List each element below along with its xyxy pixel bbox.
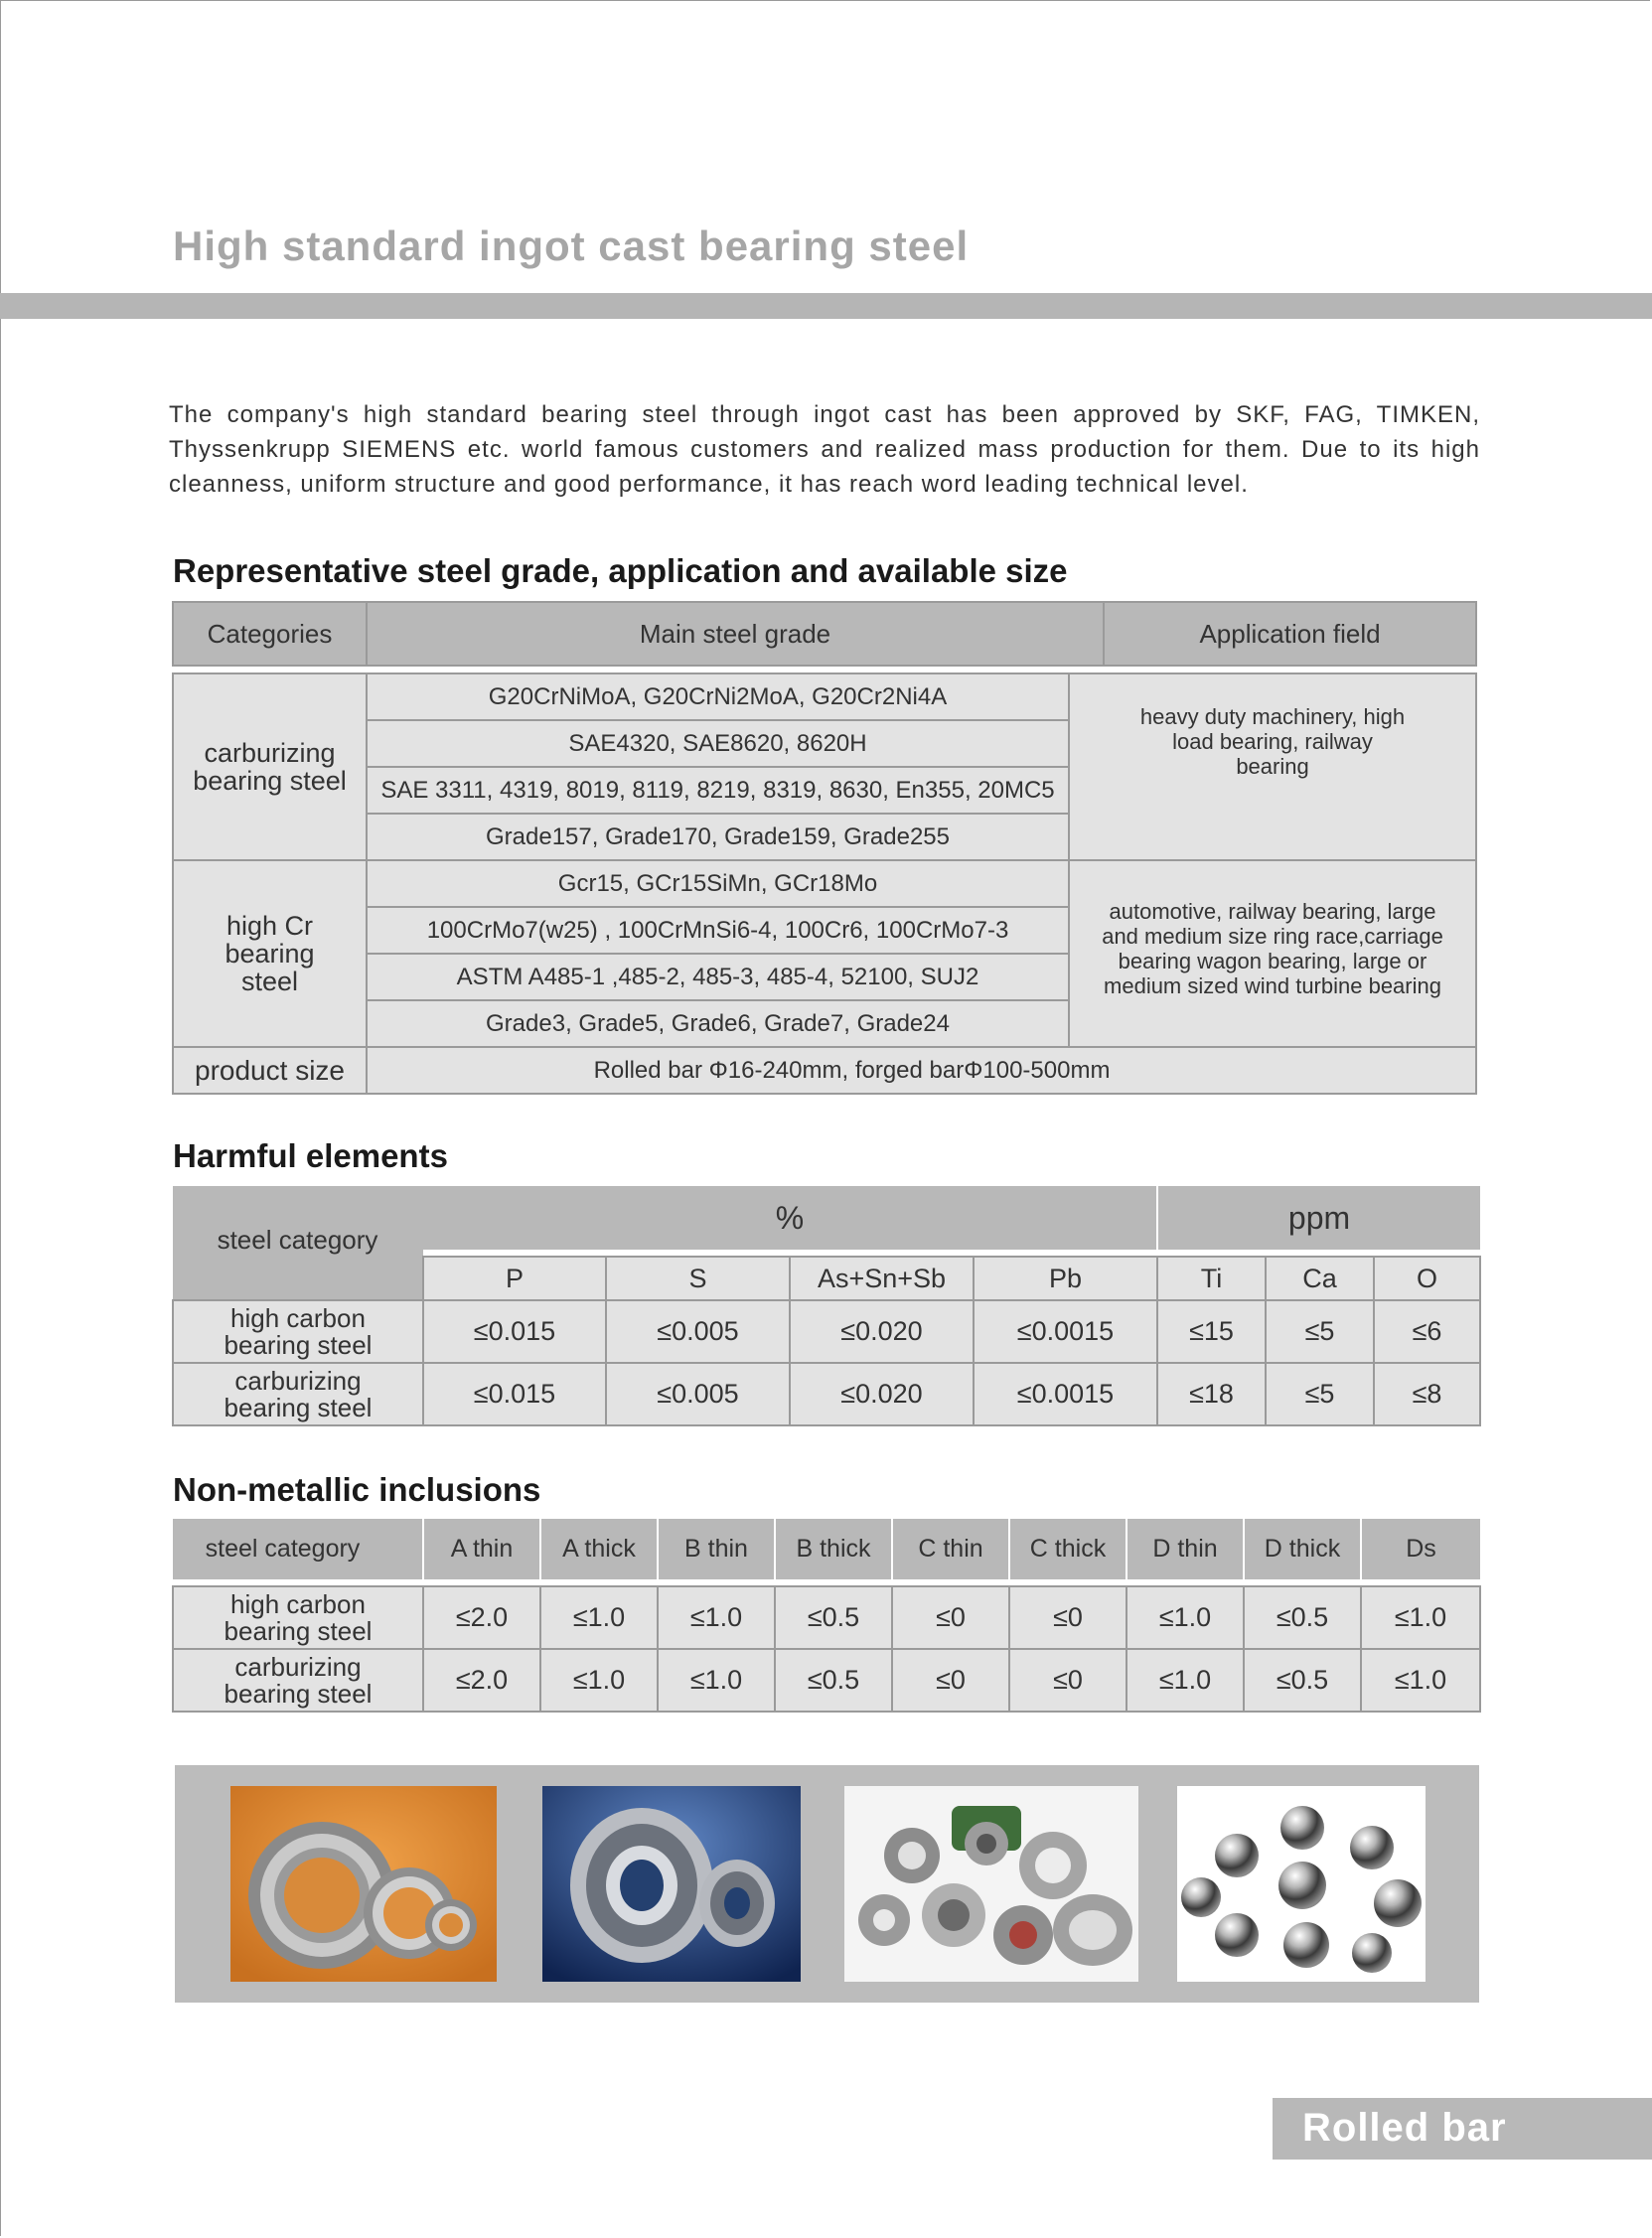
grades-heading: Representative steel grade, application and available size xyxy=(173,552,1068,589)
col-b-thick: B thick xyxy=(775,1519,892,1579)
header-percent: % xyxy=(423,1186,1157,1250)
col-s: S xyxy=(606,1257,790,1300)
table-cell: ≤0.015 xyxy=(423,1300,606,1363)
grade-row: 100CrMo7(w25) , 100CrMnSi6-4, 100Cr6, 100CrMo7-3 xyxy=(367,907,1069,954)
steel-balls-photo xyxy=(1177,1786,1426,1982)
inclusions-table xyxy=(172,1519,1481,1713)
application-high-cr: automotive, railway bearing, large and medium size ring race,carriage bearing wagon bearing, large or medium sized wind turbine bearing xyxy=(1069,860,1476,1047)
grade-row: Grade3, Grade5, Grade6, Grade7, Grade24 xyxy=(367,1000,1069,1047)
header-steel-category: steel category xyxy=(173,1519,423,1579)
table-cell: ≤1.0 xyxy=(658,1649,775,1712)
table-cell: ≤0.5 xyxy=(1244,1649,1361,1712)
ball-bearings-photo xyxy=(230,1786,497,1982)
col-o: O xyxy=(1374,1257,1480,1300)
grade-row: SAE 3311, 4319, 8019, 8119, 8219, 8319, 8630, En355, 20MC5 xyxy=(367,767,1069,814)
table-cell: ≤1.0 xyxy=(1361,1649,1480,1712)
category-high-cr: high Cr bearing steel xyxy=(173,860,367,1047)
category-carburizing: carburizing bearing steel xyxy=(173,673,367,860)
table-cell: ≤1.0 xyxy=(1361,1586,1480,1649)
header-categories: Categories xyxy=(173,602,367,666)
col-a-thick: A thick xyxy=(540,1519,658,1579)
table-cell: ≤0.015 xyxy=(423,1363,606,1425)
header-main-grade: Main steel grade xyxy=(367,602,1104,666)
steel-grade-table xyxy=(172,601,1477,1095)
header-ppm: ppm xyxy=(1157,1186,1480,1250)
grade-row: ASTM A485-1 ,485-2, 485-3, 485-4, 52100, SUJ2 xyxy=(367,954,1069,1000)
col-c-thick: C thick xyxy=(1009,1519,1126,1579)
table-cell: ≤0.0015 xyxy=(974,1363,1157,1425)
table-cell: ≤0 xyxy=(892,1649,1009,1712)
assorted-bearings-photo xyxy=(844,1786,1138,1982)
grade-row: G20CrNiMoA, G20CrNi2MoA, G20Cr2Ni4A xyxy=(367,673,1069,720)
table-cell: ≤15 xyxy=(1157,1300,1266,1363)
table-cell: ≤0.020 xyxy=(790,1300,974,1363)
harmful-elements-table xyxy=(172,1186,1481,1426)
header-application: Application field xyxy=(1104,602,1476,666)
product-size-label: product size xyxy=(173,1047,367,1094)
col-c-thin: C thin xyxy=(892,1519,1009,1579)
grade-row: SAE4320, SAE8620, 8620H xyxy=(367,720,1069,767)
intro-paragraph: The company's high standard bearing steel through ingot cast has been approved by SKF, FAG, TIMKEN, Thyssenkrupp SIEMENS etc. world famous customers and realized mass production for them. Due to its high cleanness, uniform structure and good performance, it has reach word leading technical level. xyxy=(169,401,1480,498)
table-cell: ≤2.0 xyxy=(423,1586,540,1649)
application-carburizing: heavy duty machinery, high load bearing, railway bearing xyxy=(1069,673,1476,860)
inclusions-heading: Non-metallic inclusions xyxy=(173,1471,541,1508)
table-cell: ≤5 xyxy=(1266,1363,1374,1425)
table-cell: ≤1.0 xyxy=(1126,1586,1244,1649)
table-cell: ≤0.005 xyxy=(606,1363,790,1425)
grade-row: Gcr15, GCr15SiMn, GCr18Mo xyxy=(367,860,1069,907)
table-cell: ≤1.0 xyxy=(1126,1649,1244,1712)
table-cell: ≤0 xyxy=(892,1586,1009,1649)
col-pb: Pb xyxy=(974,1257,1157,1300)
table-cell: ≤0 xyxy=(1009,1586,1126,1649)
header-steel-category: steel category xyxy=(173,1186,423,1300)
col-p: P xyxy=(423,1257,606,1300)
table-cell: ≤0 xyxy=(1009,1649,1126,1712)
col-d-thick: D thick xyxy=(1244,1519,1361,1579)
row-category: high carbon bearing steel xyxy=(173,1300,423,1363)
table-cell: ≤5 xyxy=(1266,1300,1374,1363)
row-category: carburizing bearing steel xyxy=(173,1363,423,1425)
table-cell: ≤1.0 xyxy=(540,1586,658,1649)
title-rule xyxy=(0,293,1652,319)
row-category: high carbon bearing steel xyxy=(173,1586,423,1649)
table-cell: ≤18 xyxy=(1157,1363,1266,1425)
grade-row: Grade157, Grade170, Grade159, Grade255 xyxy=(367,814,1069,860)
page-title: High standard ingot cast bearing steel xyxy=(173,223,970,269)
table-cell: ≤0.005 xyxy=(606,1300,790,1363)
product-size-value: Rolled bar Φ16-240mm, forged barΦ100-500mm xyxy=(367,1047,1476,1094)
section-tab xyxy=(1273,2098,1652,2160)
table-cell: ≤6 xyxy=(1374,1300,1480,1363)
spherical-roller-bearing-photo xyxy=(542,1786,801,1982)
col-as-sn-sb: As+Sn+Sb xyxy=(790,1257,974,1300)
col-ds: Ds xyxy=(1361,1519,1480,1579)
harmful-heading: Harmful elements xyxy=(173,1137,448,1174)
section-tab-label: Rolled bar xyxy=(1302,2106,1507,2150)
table-cell: ≤1.0 xyxy=(540,1649,658,1712)
col-ti: Ti xyxy=(1157,1257,1266,1300)
col-b-thin: B thin xyxy=(658,1519,775,1579)
col-a-thin: A thin xyxy=(423,1519,540,1579)
table-cell: ≤0.5 xyxy=(1244,1586,1361,1649)
col-ca: Ca xyxy=(1266,1257,1374,1300)
table-cell: ≤0.020 xyxy=(790,1363,974,1425)
row-category: carburizing bearing steel xyxy=(173,1649,423,1712)
table-cell: ≤0.0015 xyxy=(974,1300,1157,1363)
table-cell: ≤0.5 xyxy=(775,1586,892,1649)
photo-band xyxy=(175,1765,1479,2003)
table-cell: ≤1.0 xyxy=(658,1586,775,1649)
table-cell: ≤2.0 xyxy=(423,1649,540,1712)
col-d-thin: D thin xyxy=(1126,1519,1244,1579)
table-cell: ≤0.5 xyxy=(775,1649,892,1712)
table-cell: ≤8 xyxy=(1374,1363,1480,1425)
